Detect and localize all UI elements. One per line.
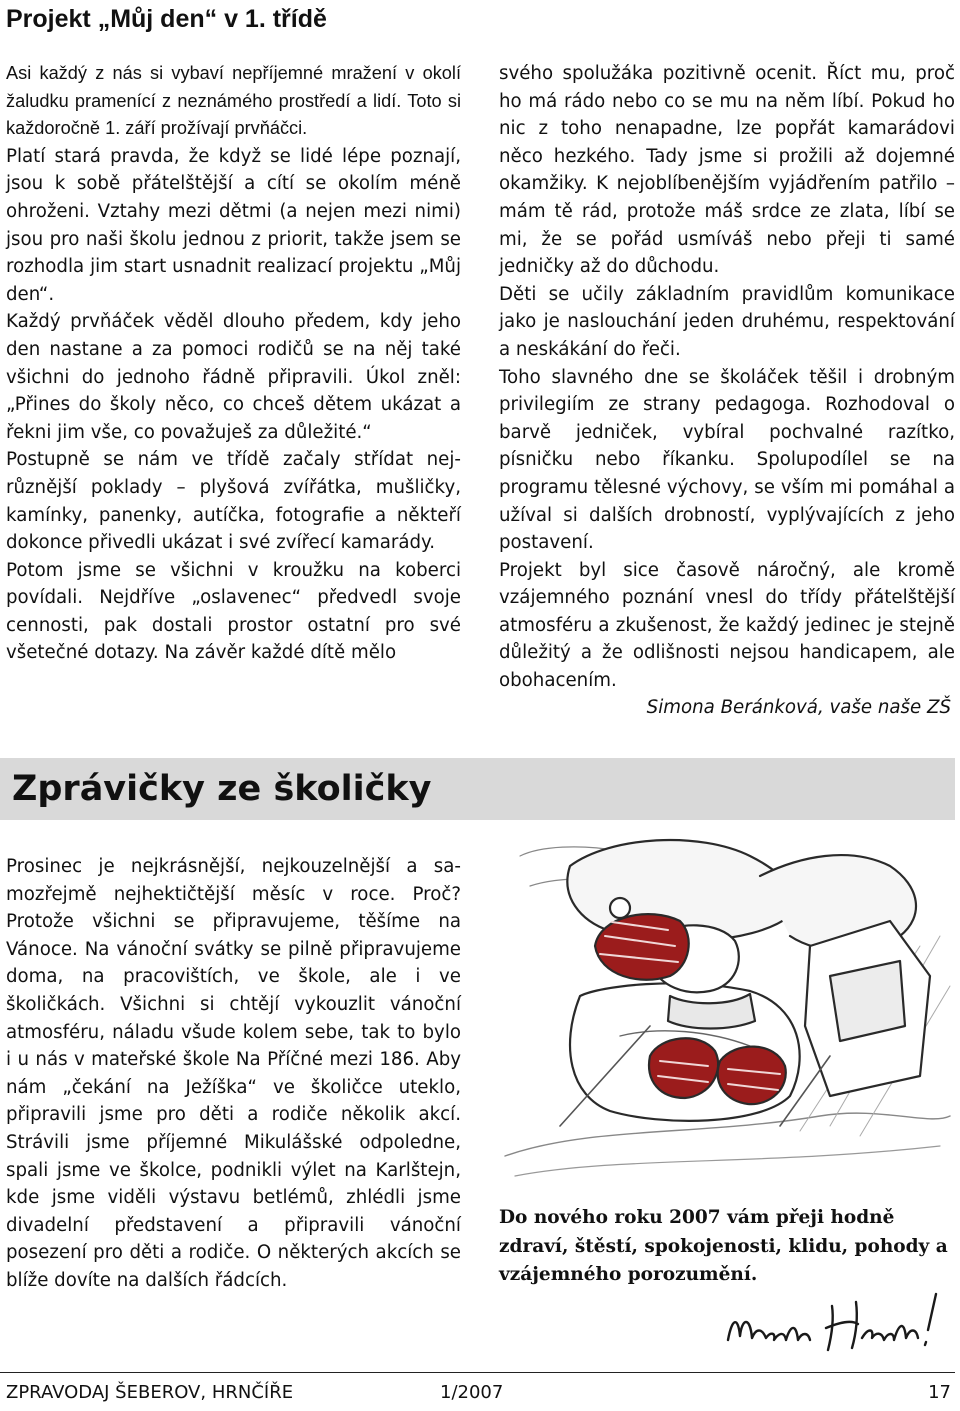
paragraph: Toho slavného dne se školáček těšil i drobným privilegiím ze strany pedagoga. Rozhodoval o barvě jedniček, vybíral pochvalné razítko, písničku nebo říkanku. Spolupodílel se na programu tělesné výchovy, se vším mi pomáhal a užíval si dalších drobností, vyplývajících z jeho postavení.: [499, 366, 955, 554]
news-column: [6, 853, 461, 1295]
section-banner: [0, 758, 955, 820]
section-title: Zprávičky ze školičky: [12, 769, 432, 809]
footer-issue: 1/2007: [440, 1382, 504, 1403]
paragraph: Potom jsme se všichni v kroužku na koberci povídali. Nejdříve „oslavenec“ předvedl svoje cennosti, pak dostali prostor ostatní pro své všetečné dotazy. Na závěr každé dítě mělo: [6, 559, 461, 664]
article-signature: Simona Beránková, vaše naše ZŠ: [646, 697, 951, 718]
footer-publication: ZPRAVODAJ ŠEBEROV, HRNČÍŘE: [6, 1382, 294, 1403]
article-right-column: [499, 60, 955, 695]
paragraph: Platí stará pravda, že když se lidé lépe poznají, jsou k sobě přátelštější a cítí se okolím méně ohroženi. Vztahy mezi dětmi (a nejen mezi nimi) jsou pro naši školu jednou z priorit, takže jsem se rozhodla jim start usnadnit realizací projektu „Můj den“.: [6, 145, 461, 305]
paragraph: Každý prvňáček věděl dlouho předem, kdy jeho den nastane a za pomoci rodičů se na něj také všichni do jednoho řádně připravili. Úkol zněl: „Přines do školy něco, co chceš dětem ukázat a řekni jim vše, co považuješ za důležité.“: [6, 311, 461, 443]
paragraph: Postupně se nám ve třídě začaly střídat nejrůznější poklady – plyšová zvířátka, mušličky, kamínky, panenky, autíčka, fotografie a někteří dokonce přivedli ukázat i své zvířecí kamarády.: [6, 449, 461, 554]
paragraph: Prosinec je nejkrásnější, nejkouzelnější a samozřejmě nejhektičtější měsíc v roce. Proč? Protože všichni se připravujeme, těšíme na Vánoce. Na vánoční svátky se pilně připravujeme doma, na pracovištích, ve škole, ale i ve školičkách. Všichni si chtějí vykouzlit vánoční atmosféru, náladu všude kolem sebe, tak to bylo i u nás v mateřské škole Na Příčné mezi 186. Aby nám „čekání na Ježíška“ ve školičce uteklo, připravili jsme pro děti a rodiče několik akcí. Strávili jsme příjemné Mikulášské odpoledne, spali jsme ve školce, podnikli výlet na Karlštejn, kde jsme viděli výstavu betlémů, zhlédli jsme divadelní představení a připravili vánoční posezení pro děti a rodiče. O některých akcích se blíže dovíte na dalších řádcích.: [6, 856, 461, 1291]
paragraph: svého spolužáka pozitivně ocenit. Říct mu, proč ho má rádo nebo co se mu na něm líbí. Pokud ho nic z toho nenapadne, lze popřát kamarádovi něco hezkého. Tady jsme si prožili až dojemné okamžiky. K nejoblíbenějším vyjádřením patřilo – mám tě rád, protože máš srdce ze zlata, líbí se mi, že se pořád usmíváš nebo přeji ti samé jedničky až do důchodu.: [499, 63, 955, 278]
winter-child-illustration: [500, 826, 955, 1192]
paragraph: Projekt byl sice časově náročný, ale kromě vzájemného poznání vnesl do třídy přátelštější atmosféru a zkušenost, že každý jedinec je stejně důležitý a že odlišnosti nejsou handicapem, ale obohacením.: [499, 559, 955, 692]
article-left-column: [6, 60, 461, 667]
page-number: 17: [928, 1382, 951, 1403]
handwritten-signature: [722, 1288, 952, 1360]
article-title: Projekt „Můj den“ v 1. třídě: [6, 5, 327, 33]
paragraph: Děti se učily základním pravidlům komunikace jako je naslouchání jeden druhému, respektování a neskákání do řeči.: [499, 283, 955, 360]
footer-rule: [0, 1372, 955, 1373]
new-year-greeting: Do nového roku 2007 vám přeji hodně zdraví, štěstí, spokojenosti, klidu, pohody a vzájemného porozumění.: [499, 1207, 948, 1285]
article-lead: Asi každý z nás si vybaví nepříjemné mražení v okolí žaludku pramenící z neznámého prostředí a lidí. Toto si každoročně 1. září prožívají prvňáčci.: [6, 63, 461, 139]
